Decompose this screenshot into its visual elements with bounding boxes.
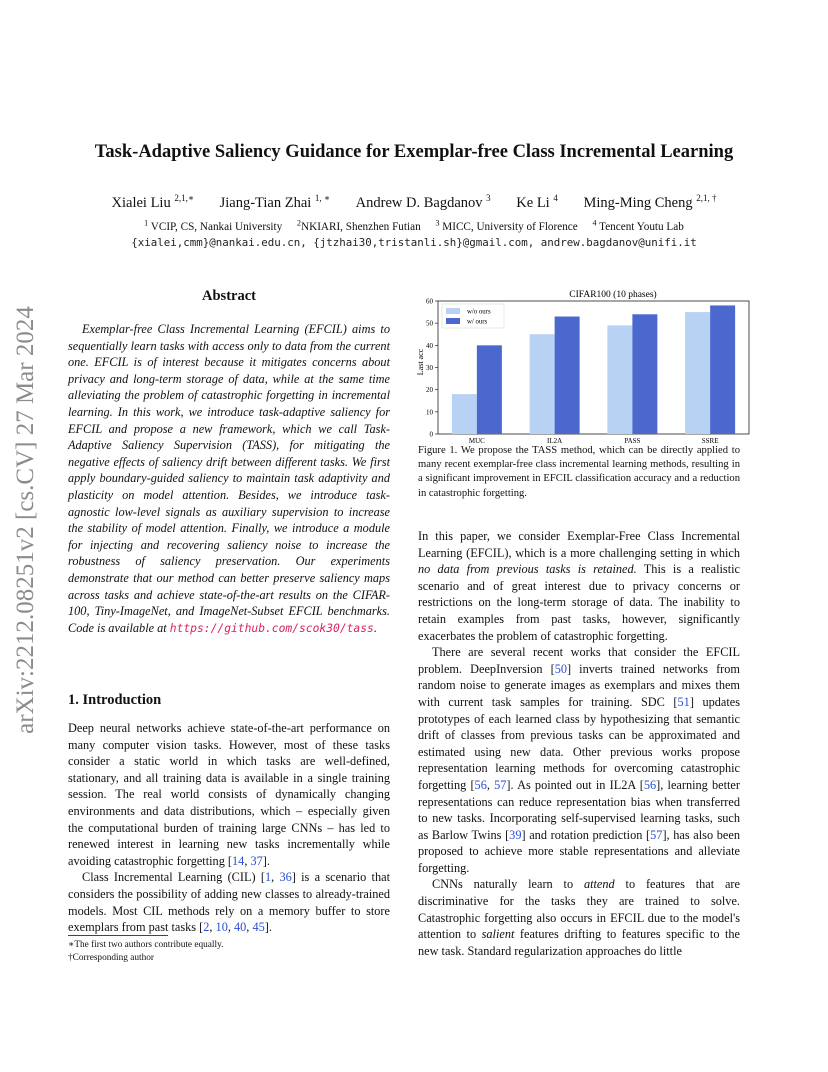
legend-swatch [446,318,460,324]
x-tick-label: IL2A [547,437,563,444]
author-list [0,193,828,212]
affiliation: $^4$ Tencent Youtu Lab [592,218,684,233]
x-tick-label: PASS [624,437,641,444]
legend-swatch [446,308,460,314]
bar-muc-baseline [452,394,477,434]
citation-link[interactable]: 56 [474,777,487,792]
y-tick-label: 30 [426,364,433,372]
citation-link[interactable]: 37 [250,853,263,868]
intro-paragraph: Deep neural networks achieve state-of-the-art performance on many computer vision tasks. However, most of these tasks consider a static world in which tasks are well-defined, stationary, and all training data is available in a single training session. The real world consists of dynamically changing environments and data distributions, which – especially given the computational burden of training large CNNs – has led to renewed interest in learning new tasks incrementally while avoiding catastrophic forgetting [14, 37]. [68,721,390,868]
intro-paragraph: Class Incremental Learning (CIL) [1, 36] is a scenario that considers the possibility of adding new classes to already-trained models. Most CIL methods rely on a memory buffer to store exemplars from past tasks [2, 10, 40, 45]. [68,870,391,935]
citation-link[interactable]: 40 [234,920,247,935]
footnote: ∗The first two authors contribute equally. [68,940,224,950]
author: Ming-Ming Cheng $^{2,1, \dagger}$ [583,193,717,211]
bar-pass-ours [632,314,657,434]
y-tick-label: 40 [426,341,433,350]
author-emails: {xialei,cmm}@nankai.edu.cn, {jtzhai30,tristanli.sh}@gmail.com, andrew.bagdanov@unifi.it [131,236,697,249]
citation-link[interactable]: 2 [203,920,210,935]
body-paragraph: There are several recent works that consider the EFCIL problem. DeepInversion [50] inverts trained networks from random noise to generate images as exemplars and mixes them with current task samples for training. SDC [51] updates prototypes of each learned class by hypothesizing that semantic drift of classes from previous tasks can be approximated and estimated using new data. Other previous works propose representation learning methods for overcoming catastrophic forgetting [56, 57]. As pointed out in IL2A [56], learning better representations can reduce representation bias when transferred to new tasks. Incorporating self-supervised learning tasks, such as Barlow Twins [39] and rotation prediction [57], has also been proposed to achieve more stable representations and alleviate forgetting. [418,645,741,875]
bar-il2a-baseline [530,334,555,434]
citation-link[interactable]: 57 [650,827,663,842]
citation-link[interactable]: 14 [232,853,245,868]
body-paragraph: In this paper, we consider Exemplar-Free Class Incremental Learning (EFCIL), which is a more challenging setting in which no data from previous tasks is retained. This is a realistic scenario and of great interest due to privacy concerns or restrictions on the long-term storage of data. The inability to retain examples from past tasks, however, significantly exacerbates the problem of catastrophic forgetting. [418,529,740,643]
legend-label: w/ ours [467,318,488,326]
footnote: †Corresponding author [68,953,154,963]
x-tick-label: SSRE [701,437,719,444]
figure-1-chart [405,284,750,444]
citation-link[interactable]: 56 [643,777,657,792]
x-tick-label: MUC [468,437,485,444]
y-tick-label: 50 [426,319,433,328]
affiliation: $^3$ MICC, University of Florence [435,218,578,233]
figure-1-caption: Figure 1. We propose the TASS method, which can be directly applied to many recent exemplar-free class incremental learning methods, resulting in a significant improvement in EFCIL classification accuracy and a reduction in catastrophic forgetting. [418,445,740,499]
introduction-body [68,720,390,936]
author: Jiang-Tian Zhai $^{1, ∗}$ [219,193,331,211]
affiliation-list [0,218,828,233]
abstract-body: Exemplar-free Class Incremental Learning (EFCIL) aims to sequentially learn tasks with access only to data from the current one. EFCIL is of interest because it mitigates concerns about privacy and long-term storage of data, while at the same time alleviating the problem of catastrophic forgetting in incremental learning. In this work, we introduce task-adaptive saliency for EFCIL and propose a new framework, which we call Task-Adaptive Saliency Supervision (TASS), for mitigating the negative effects of saliency drift between different tasks. We first apply boundary-guided saliency to maintain task adaptivity and plasticity on model attention. Besides, we introduce task-agnostic low-level signals as auxiliary supervision to increase the stability of model attention. Finally, we introduce a module for injecting and recovering saliency noise to increase the robustness of saliency preservation. Our experiments demonstrate that our method can better preserve saliency maps across tasks and achieve state-of-the-art results on the CIFAR-100, Tiny-ImageNet, and ImageNet-Subset EFCIL benchmarks. Code is available at https://github.com/scok30/tass. [68,322,390,635]
y-tick-label: 20 [426,386,433,395]
citation-link[interactable]: 10 [215,920,228,935]
right-column-body [418,528,740,959]
bar-chart [405,284,750,444]
y-axis-label: Last acc [416,348,425,376]
arxiv-stamp: arXiv:2212.08251v2 [cs.CV] 27 Mar 2024 [12,306,39,734]
body-paragraph: CNNs naturally learn to attend to features that are discriminative for the tasks they are trained to solve. Catastrophic forgetting also occurs in EFCIL due to the model's attention to salient features drifting to features specific to the new task. Standard regularization approaches do little [418,877,740,958]
bar-ssre-baseline [685,312,710,434]
author: Ke Li $^4$ [516,193,558,211]
bar-pass-baseline [607,325,632,434]
abstract-heading: Abstract [202,288,256,304]
y-tick-label: 0 [429,430,433,439]
footnote-rule [68,935,168,936]
author: Andrew D. Bagdanov $^3$ [355,193,491,211]
citation-link[interactable]: 51 [677,694,690,709]
y-tick-label: 10 [426,408,433,417]
citation-link[interactable]: 1 [264,870,272,885]
y-tick-label: 60 [426,297,433,306]
paper-title: Task-Adaptive Saliency Guidance for Exemplar-free Class Incremental Learning [94,142,734,162]
citation-link[interactable]: 36 [279,870,292,885]
affiliation: $^2$NKIARI, Shenzhen Futian [297,218,421,233]
section-heading-introduction: 1. Introduction [68,692,162,708]
legend-label: w/o ours [467,308,491,316]
code-link[interactable]: https://github.com/scok30/tass [169,621,374,635]
bar-il2a-ours [555,317,580,434]
citation-link[interactable]: 50 [554,661,567,676]
author: Xialei Liu $^{2,1,∗}$ [111,193,194,211]
bar-muc-ours [477,345,502,434]
citation-link[interactable]: 45 [252,920,265,935]
citation-link[interactable]: 57 [494,777,507,792]
citation-link[interactable]: 39 [509,827,522,842]
chart-title: CIFAR100 (10 phases) [569,290,657,300]
affiliation: $^1$ VCIP, CS, Nankai University [144,218,283,233]
bar-ssre-ours [710,305,735,434]
